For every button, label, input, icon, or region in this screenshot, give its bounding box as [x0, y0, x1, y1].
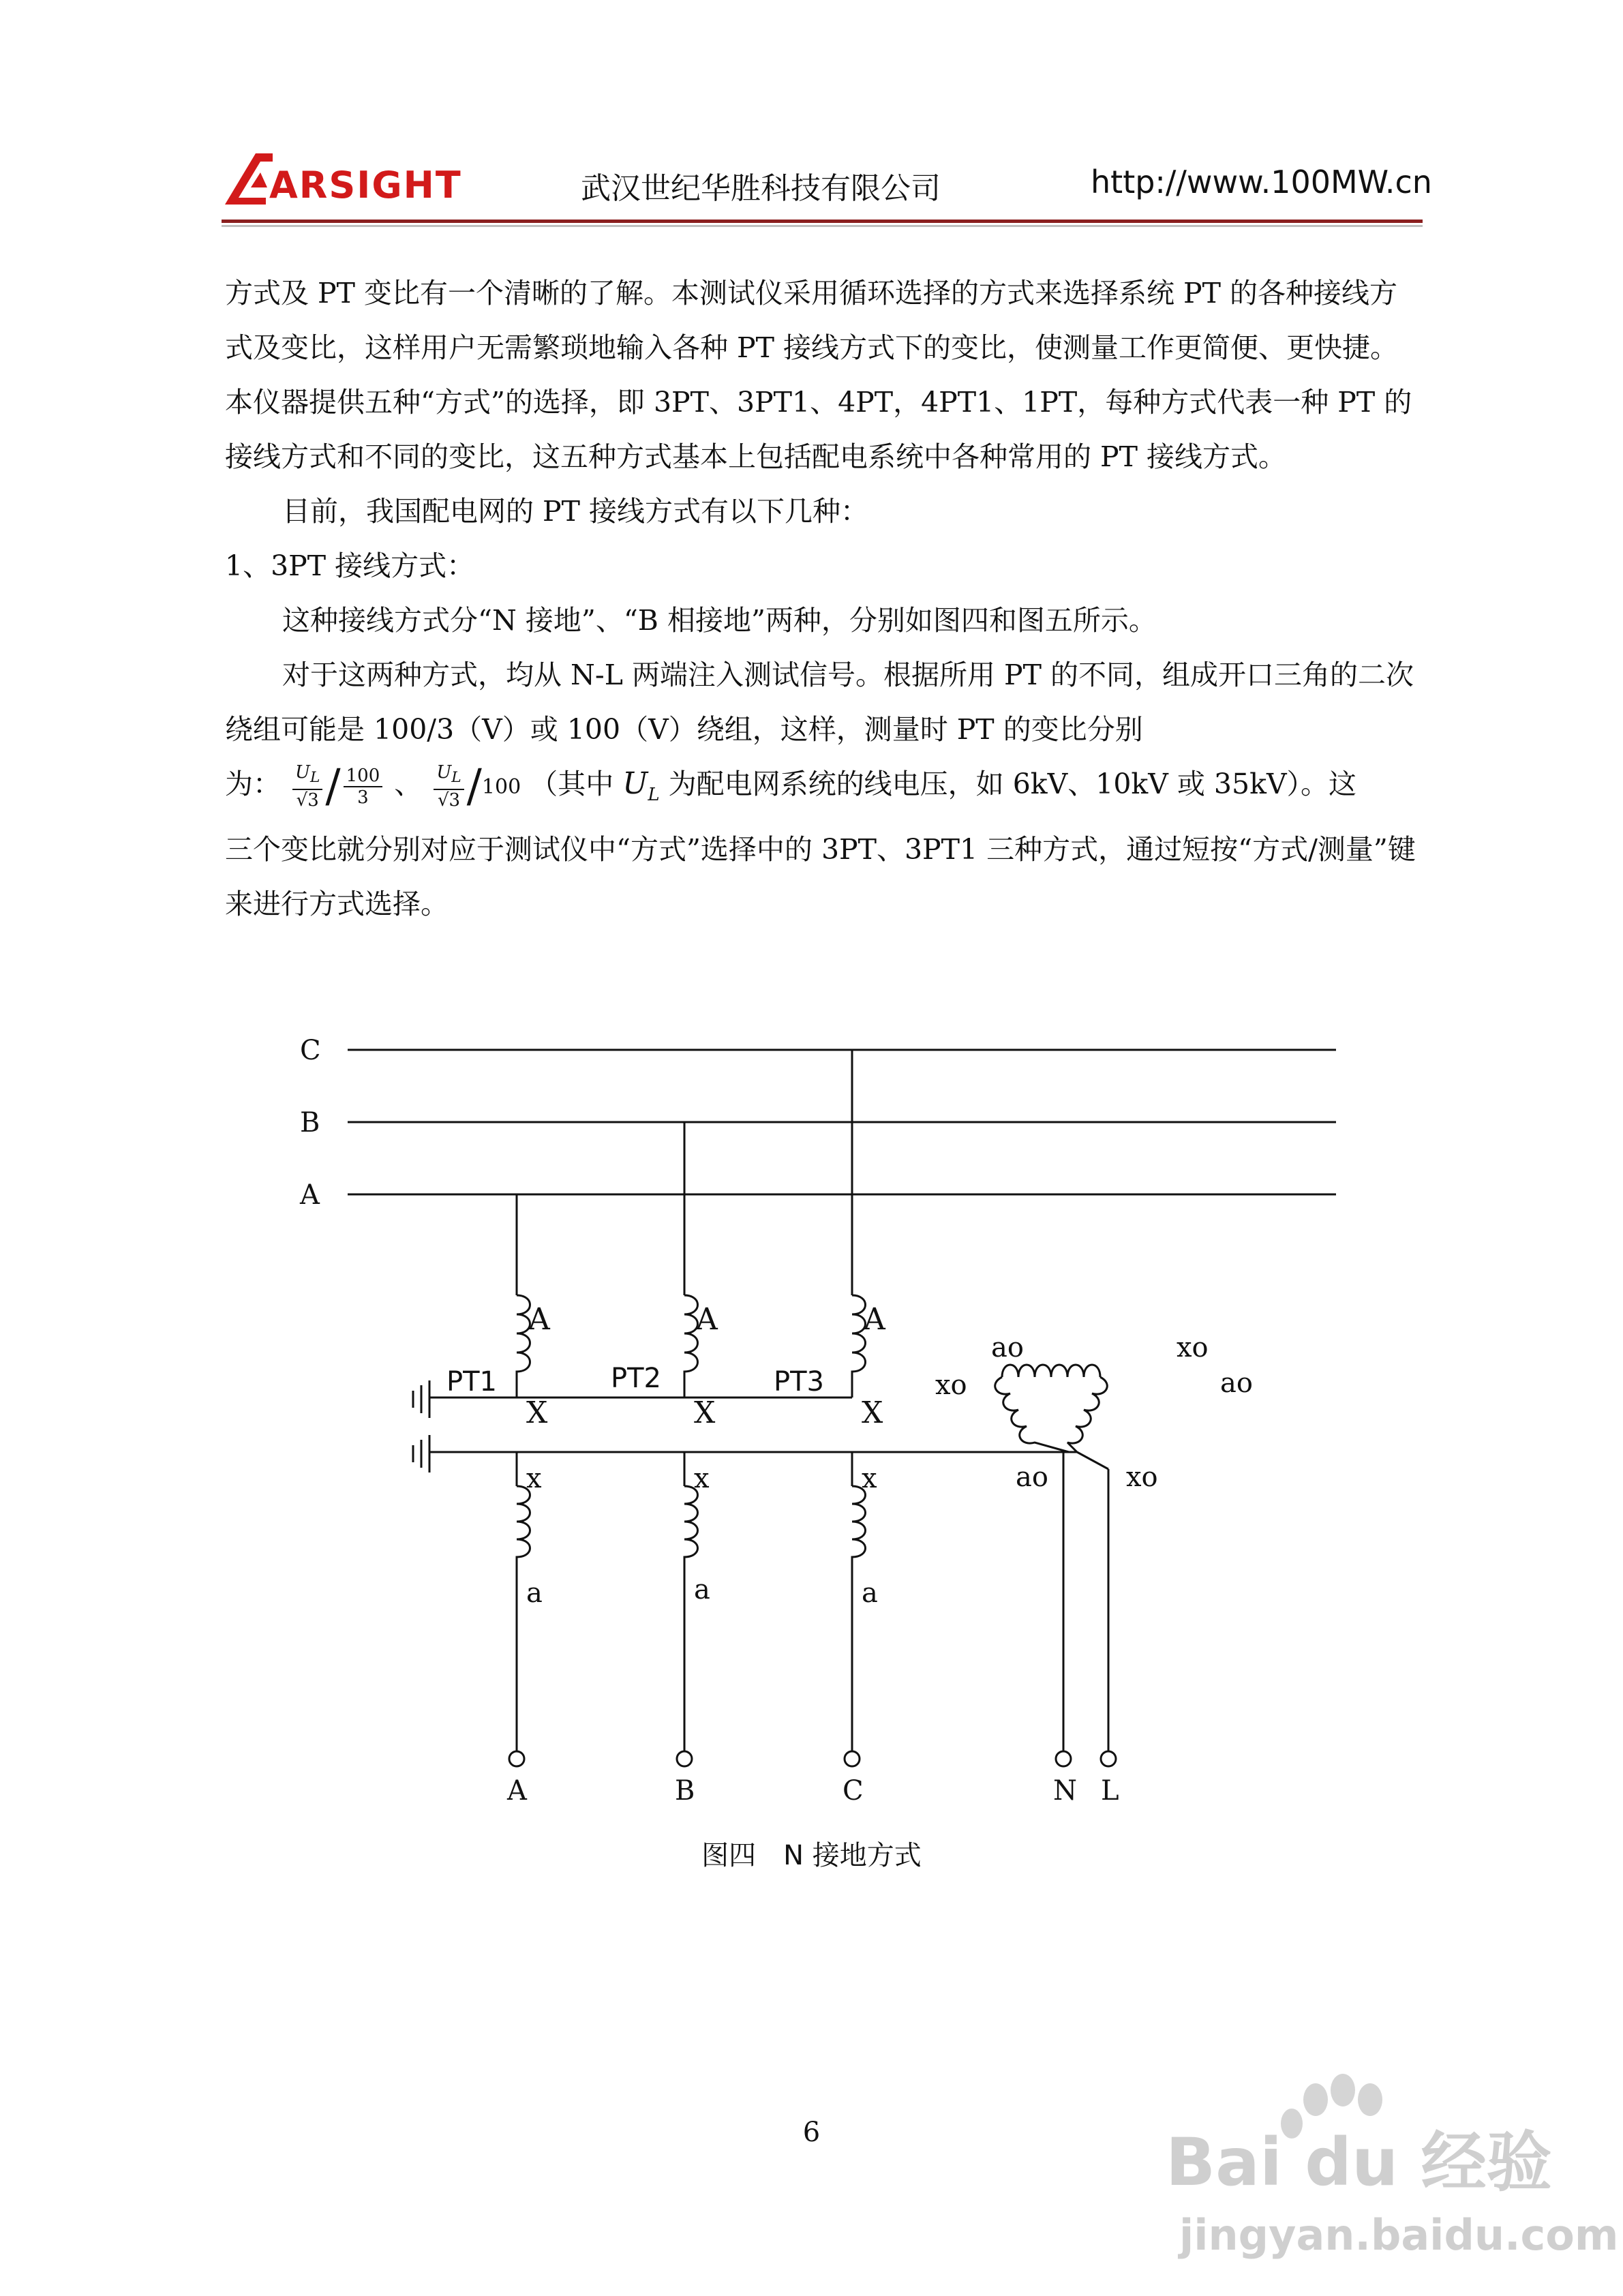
watermark-url: jingyan.baidu.com — [1179, 2210, 1619, 2260]
formula-mid: （其中 — [530, 768, 614, 800]
figure-caption: 图四 N 接地方式 — [701, 1840, 922, 1871]
secondary-coil-1 — [517, 1486, 530, 1752]
company-name: 武汉世纪华胜科技有限公司 — [581, 171, 941, 206]
secondary-top-2: x — [694, 1463, 710, 1494]
pt3-label: PT3 — [774, 1366, 825, 1398]
delta-label-ao-top: ao — [991, 1332, 1024, 1363]
lead-l — [1077, 1452, 1108, 1469]
secondary-bottom-2: a — [694, 1574, 710, 1605]
paragraph-5: 对于这两种方式，均从 N-L 两端注入测试信号。根据所用 PT 的不同，组成开口三角的二次绕组可能是 100/3（V）或 100（V）绕组，这样，测量时 PT 的变比分别 — [225, 659, 1414, 746]
secondary-top-1: x — [526, 1463, 542, 1494]
delta-label-ao-right: ao — [1220, 1368, 1253, 1399]
page-number: 6 — [802, 2117, 821, 2148]
secondary-coil-2 — [684, 1486, 698, 1752]
terminal-label-a: A — [507, 1775, 527, 1807]
fraction-ul-sqrt3-a: $\frac{U_L}{√3}$ — [292, 762, 322, 810]
fraction-ul-sqrt3-b: $\frac{U_L}{√3}$ — [434, 762, 464, 810]
out-label-xo: xo — [1126, 1462, 1158, 1493]
formula-prefix: 为： — [225, 768, 281, 800]
bus-label-c: C — [300, 1035, 321, 1066]
baidu-watermark — [1159, 2066, 1619, 2263]
terminal-n — [1056, 1751, 1071, 1766]
pt3-primary-bottom: X — [862, 1395, 883, 1430]
pt2-primary-bottom: X — [694, 1395, 716, 1430]
delta-label-xo-left: xo — [935, 1370, 967, 1401]
paragraph-1: 方式及 PT 变比有一个清晰的了解。本测试仪采用循环选择的方式来选择系统 PT 的各种接线方式及变比，这样用户无需繁琐地输入各种 PT 接线方式下的变比，使测量工作更简便、更快捷。本仪器提供五种“方式”的选择，即 3PT、3PT1、4PT，4PT1、1PT，每种方式代表一种 PT 的接线方式和不同的变比，这五种方式基本上包括配电系统中各种常用的 PT 接线方式。 — [225, 277, 1412, 473]
formula-line: 为： $\frac{U_L}{√3}$ / $\frac{100}{3}$ 、 $\frac{U_L}{√3}$ /100 （其中 $U_L$ 为配电网系统的线电压，如 6kV、10kV 或 35kV）。这 — [225, 759, 1357, 813]
pt2-primary-top: A — [696, 1302, 718, 1337]
terminal-label-b: B — [675, 1775, 695, 1807]
fraction-100-3: $\frac{100}{3}$ — [344, 766, 383, 808]
terminal-b — [677, 1751, 692, 1766]
terminal-label-c: C — [843, 1775, 864, 1807]
formula-100: 100 — [481, 775, 521, 799]
terminal-label-n: N — [1053, 1775, 1077, 1807]
secondary-bottom-3: a — [862, 1577, 878, 1609]
logo-text: ARSIGHT — [269, 164, 462, 207]
pt2-label: PT2 — [611, 1363, 662, 1394]
bus-label-a: A — [300, 1179, 320, 1211]
terminal-c — [845, 1751, 860, 1766]
delta-top-coil — [1002, 1365, 1100, 1377]
header-rule-thin — [222, 225, 1423, 227]
formula-suffix: 为配电网系统的线电压，如 6kV、10kV 或 35kV）。这 — [668, 768, 1357, 800]
ul-symbol: $U_L$ — [622, 766, 660, 805]
paragraph-3: 1、3PT 接线方式： — [225, 549, 475, 582]
terminal-label-l: L — [1101, 1775, 1119, 1807]
page-header — [0, 0, 1623, 245]
secondary-coil-3 — [852, 1486, 866, 1752]
terminal-l — [1101, 1751, 1116, 1766]
out-label-ao: ao — [1016, 1462, 1048, 1493]
company-url: http://www.100MW.cn — [1091, 164, 1432, 200]
terminal-a — [509, 1751, 524, 1766]
wiring-diagram — [293, 1009, 1370, 1807]
pt1-primary-bottom: X — [526, 1395, 548, 1430]
pt1-primary-top: A — [528, 1302, 550, 1337]
body-text — [225, 266, 1425, 931]
watermark-brand: Bai du 经验 — [1166, 2124, 1552, 2201]
delta-label-xo-top: xo — [1177, 1332, 1209, 1363]
paragraph-2: 目前，我国配电网的 PT 接线方式有以下几种： — [282, 495, 868, 528]
pt3-primary-top: A — [864, 1302, 885, 1337]
formula-separator: 、 — [394, 768, 423, 800]
secondary-top-3: x — [862, 1463, 877, 1494]
secondary-bottom-1: a — [526, 1577, 543, 1609]
pt1-label: PT1 — [446, 1366, 498, 1398]
paragraph-7: 三个变比就分别对应于测试仪中“方式”选择中的 3PT、3PT1 三种方式，通过短按“方式/测量”键来进行方式选择。 — [225, 832, 1416, 920]
delta-right-coil — [1067, 1377, 1107, 1452]
bus-label-b: B — [300, 1107, 320, 1138]
header-rule — [222, 220, 1423, 223]
delta-left-coil — [995, 1377, 1069, 1452]
paragraph-4: 这种接线方式分“N 接地”、“B 相接地”两种，分别如图四和图五所示。 — [282, 604, 1157, 637]
